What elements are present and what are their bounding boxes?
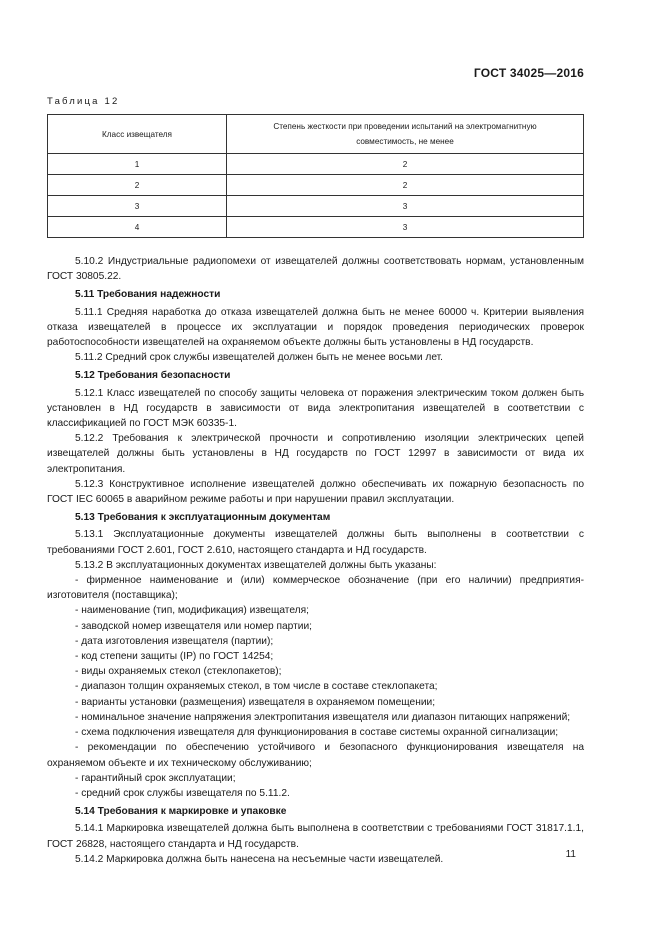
column-header-degree-line2: совместимость, не менее xyxy=(356,137,454,146)
paragraph-5-13-2: 5.13.2 В эксплуатационных документах извещателей должны быть указаны: xyxy=(75,559,437,571)
paragraph-5-11-2: 5.11.2 Средний срок службы извещателей должен быть не менее восьми лет. xyxy=(75,352,444,364)
list-item: - дата изготовления извещателя (партии); xyxy=(75,635,274,647)
paragraph-5-12-1: 5.12.1 Класс извещателей по способу защиты человека от поражения электрическим током должен быть установлен в НД государств в зависимости от вида электропитания извещателей в соответствии с классификацией по ГОСТ МЭК 60335-1. xyxy=(47,387,584,430)
list-item: - схема подключения извещателя для функционирования в составе системы охранной сигнализации; xyxy=(75,727,559,739)
cell-class: 4 xyxy=(48,217,227,238)
table-caption: Таблица 12 xyxy=(47,96,120,107)
table-row xyxy=(48,175,584,196)
document-id: ГОСТ 34025—2016 xyxy=(473,66,584,80)
list-item: - диапазон толщин охраняемых стекол, в том числе в составе стеклопакета; xyxy=(75,681,438,693)
table-row xyxy=(48,196,584,217)
paragraph-5-14-1: 5.14.1 Маркировка извещателей должна быть выполнена в соответствии с требованиями ГОСТ 31817.1.1, ГОСТ 26828, настоящего стандарта и НД государств. xyxy=(47,823,584,850)
cell-class: 2 xyxy=(48,175,227,196)
page-number: 11 xyxy=(565,849,576,860)
heading-5-14: 5.14 Требования к маркировке и упаковке xyxy=(75,806,287,818)
list-item: - средний срок службы извещателя по 5.11.2. xyxy=(75,787,290,799)
paragraph-5-14-2: 5.14.2 Маркировка должна быть нанесена на несъемные части извещателей. xyxy=(75,853,444,865)
heading-5-13: 5.13 Требования к эксплуатационным документам xyxy=(75,512,331,524)
cell-class: 1 xyxy=(48,154,227,175)
list-item: - гарантийный срок эксплуатации; xyxy=(75,772,236,784)
column-header-degree xyxy=(227,115,584,154)
cell-class: 3 xyxy=(48,196,227,217)
table-12 xyxy=(47,114,584,238)
heading-5-11: 5.11 Требования надежности xyxy=(75,289,221,301)
table-row xyxy=(48,217,584,238)
paragraph-5-13-1: 5.13.1 Эксплуатационные документы извещателей должны быть выполнены в соответствии с требованиями ГОСТ 2.601, ГОСТ 2.610, настоящего стандарта и НД государств. xyxy=(47,529,584,556)
cell-degree: 3 xyxy=(227,196,584,217)
cell-degree: 2 xyxy=(227,175,584,196)
list-item: - рекомендации по обеспечению устойчивого и безопасного функционирования извещателя на охраняемом объекте и их техническому обслуживанию; xyxy=(47,742,584,769)
body-text xyxy=(47,254,584,867)
list-item: - виды охраняемых стекол (стеклопакетов); xyxy=(75,666,282,678)
column-header-class: Класс извещателя xyxy=(48,115,227,154)
table-row xyxy=(48,154,584,175)
column-header-degree-line1: Степень жесткости при проведении испытаний на электромагнитную xyxy=(273,122,537,131)
table-header-row xyxy=(48,115,584,154)
list-item: - номинальное значение напряжения электропитания извещателя или диапазон питающих напряжений; xyxy=(75,711,571,723)
list-item: - заводской номер извещателя или номер партии; xyxy=(75,620,312,632)
paragraph-5-11-1: 5.11.1 Средняя наработка до отказа извещателей должна быть не менее 60000 ч. Критерии выявления отказа извещателей в процессе их эксплуатации и порядок проведения периодических проверок работоспособности извещателей на охраняемом объекте должны быть установлены в НД государств. xyxy=(47,306,584,349)
list-item: - фирменное наименование и (или) коммерческое обозначение (при его наличии) предприятия-изготовителя (поставщика); xyxy=(47,575,584,602)
paragraph-5-12-2: 5.12.2 Требования к электрической прочности и сопротивлению изоляции электрических цепей извещателей должны быть установлены в НД государств по ГОСТ 12997 в зависимости от вида их электропитания. xyxy=(47,433,584,475)
cell-degree: 2 xyxy=(227,154,584,175)
paragraph-5-12-3: 5.12.3 Конструктивное исполнение извещателей должно обеспечивать их пожарную безопасность по ГОСТ IEC 60065 в аварийном режиме работы и при нарушении правил эксплуатации. xyxy=(47,478,584,506)
heading-5-12: 5.12 Требования безопасности xyxy=(75,370,231,382)
list-item: - наименование (тип, модификация) извещателя; xyxy=(75,605,309,617)
list-item: - код степени защиты (IP) по ГОСТ 14254; xyxy=(75,651,274,663)
list-item: - варианты установки (размещения) извещателя в охраняемом помещении; xyxy=(75,696,436,708)
paragraph-5-10-2: 5.10.2 Индустриальные радиопомехи от извещателей должны соответствовать нормам, установленным ГОСТ 30805.22. xyxy=(47,256,584,283)
cell-degree: 3 xyxy=(227,217,584,238)
